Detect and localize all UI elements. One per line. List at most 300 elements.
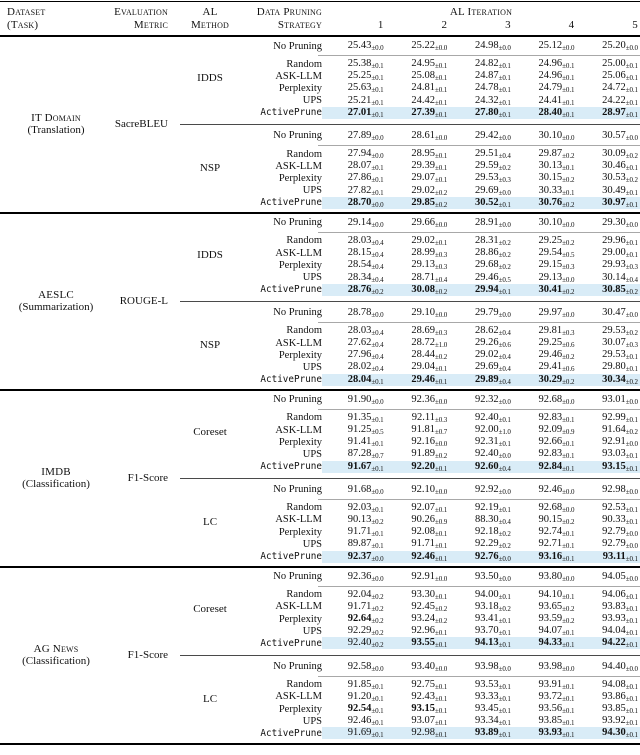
strategy-label-text: ActivePrune xyxy=(260,551,322,563)
score-cell-iter-2 xyxy=(386,514,450,526)
score-cell-iter-3 xyxy=(449,461,513,473)
score-stderr: ±0.0 xyxy=(371,310,384,319)
strategy-label-text: ActivePrune xyxy=(260,197,322,209)
score-cell-iter-4 xyxy=(513,284,577,296)
score-value: 92.75 xyxy=(411,678,435,690)
score-area xyxy=(322,703,640,715)
score-cell-iter-2 xyxy=(386,589,450,601)
score-value: 27.62 xyxy=(347,337,372,349)
score-stderr: ±0.0 xyxy=(434,310,448,319)
score-stderr: ±0.6 xyxy=(562,365,575,374)
score-cell-iter-2 xyxy=(386,703,450,715)
dataset-methods xyxy=(170,214,640,389)
score-cell-iter-2 xyxy=(386,613,450,625)
score-cell-iter-1 xyxy=(322,601,386,613)
score-value: 30.85 xyxy=(602,283,626,295)
score-cell-iter-1 xyxy=(322,148,386,160)
strategy-label xyxy=(250,260,322,271)
score-stderr: ±0.1 xyxy=(625,592,638,601)
strategy-label xyxy=(250,71,322,82)
score-cell-iter-3 xyxy=(449,502,513,514)
score-value: 93.30 xyxy=(411,588,435,600)
score-cell-iter-2 xyxy=(386,40,450,52)
score-value: 93.80 xyxy=(538,570,563,582)
strategy-label xyxy=(250,338,322,349)
score-value: 91.41 xyxy=(347,436,372,448)
score-cell-iter-4 xyxy=(513,571,577,583)
score-value: 90.13 xyxy=(347,513,372,525)
score-cell-iter-5 xyxy=(576,394,640,406)
score-value: 30.14 xyxy=(602,271,626,283)
score-value: 92.46 xyxy=(347,715,372,727)
score-stderr: ±0.2 xyxy=(371,287,384,296)
score-value: 92.36 xyxy=(347,570,372,582)
score-stderr: ±0.1 xyxy=(434,505,448,514)
score-stderr: ±0.4 xyxy=(371,365,384,374)
table-row-random xyxy=(250,589,640,601)
dataset-name: IT Domain xyxy=(31,111,81,124)
score-value: 92.43 xyxy=(411,690,435,702)
score-stderr: ±0.0 xyxy=(498,188,511,197)
score-cell-iter-2 xyxy=(386,601,450,613)
score-stderr: ±0.2 xyxy=(625,428,638,437)
score-value: 93.85 xyxy=(538,715,563,727)
score-cell-iter-4 xyxy=(513,247,577,259)
strategy-label xyxy=(250,248,322,259)
strategy-label xyxy=(250,425,322,436)
score-stderr: ±1.0 xyxy=(434,341,448,350)
score-stderr: ±0.1 xyxy=(625,188,638,197)
score-stderr: ±0.0 xyxy=(434,44,448,52)
score-stderr: ±0.0 xyxy=(371,133,384,142)
score-value: 93.11 xyxy=(602,550,626,562)
header-row-2 xyxy=(0,19,640,32)
score-value: 92.91 xyxy=(602,436,626,448)
score-value: 29.66 xyxy=(411,216,435,228)
score-cell-iter-1 xyxy=(322,82,386,94)
strategy-label-text: Random xyxy=(286,235,322,247)
table-row-no-pruning xyxy=(250,214,640,232)
dataset-cell xyxy=(0,568,112,743)
table-row-no-pruning xyxy=(250,304,640,322)
highlighted-score-area xyxy=(322,637,640,649)
score-value: 27.80 xyxy=(474,106,499,118)
score-stderr: ±0.0 xyxy=(498,487,511,496)
score-cell-iter-3 xyxy=(449,394,513,406)
metric-cell xyxy=(112,391,170,566)
score-stderr: ±0.2 xyxy=(434,200,448,209)
score-stderr: ±0.1 xyxy=(625,353,638,362)
score-cell-iter-1 xyxy=(322,349,386,361)
score-stderr: ±0.0 xyxy=(371,487,384,496)
score-cell-iter-4 xyxy=(513,70,577,82)
score-value: 29.89 xyxy=(474,373,499,385)
score-cell-iter-2 xyxy=(386,571,450,583)
al-method-label: LC xyxy=(202,692,218,705)
score-stderr: ±0.0 xyxy=(434,220,448,229)
score-stderr: ±0.0 xyxy=(371,397,384,406)
al-method-cell xyxy=(170,304,250,386)
score-value: 93.93 xyxy=(538,727,563,739)
method-group-coreset xyxy=(170,391,640,476)
score-value: 92.84 xyxy=(538,460,563,472)
score-value: 92.83 xyxy=(538,448,563,460)
score-stderr: ±0.1 xyxy=(562,98,575,107)
score-cell-iter-4 xyxy=(513,551,577,563)
al-method-label: NSP xyxy=(199,161,221,174)
score-cell-iter-1 xyxy=(322,412,386,424)
score-value: 91.71 xyxy=(347,600,372,612)
strategy-label-text: ActivePrune xyxy=(260,637,322,649)
strategy-label-text: ActivePrune xyxy=(260,727,322,739)
score-stderr: ±0.0 xyxy=(498,554,511,563)
score-stderr: ±0.1 xyxy=(625,505,638,514)
score-stderr: ±0.2 xyxy=(371,641,384,650)
score-value: 30.57 xyxy=(602,129,626,141)
score-stderr: ±0.1 xyxy=(625,74,638,83)
score-value: 92.11 xyxy=(411,411,435,423)
score-cell-iter-5 xyxy=(576,70,640,82)
no-pruning-rule xyxy=(318,232,640,233)
strategy-label xyxy=(250,217,322,228)
score-cell-iter-2 xyxy=(386,172,450,184)
score-cell-iter-3 xyxy=(449,284,513,296)
highlighted-score-area xyxy=(322,461,640,473)
score-value: 29.39 xyxy=(411,160,435,172)
score-value: 28.76 xyxy=(347,283,372,295)
table-row-activeprune xyxy=(250,197,640,209)
score-value: 30.33 xyxy=(538,184,563,196)
score-stderr: ±0.1 xyxy=(562,62,575,71)
score-value: 92.60 xyxy=(474,460,499,472)
score-stderr: ±0.1 xyxy=(434,62,448,71)
score-value: 92.31 xyxy=(474,436,499,448)
score-stderr: ±0.1 xyxy=(625,719,638,728)
score-stderr: ±0.2 xyxy=(371,517,384,526)
score-value: 24.95 xyxy=(411,58,435,70)
score-value: 92.40 xyxy=(474,411,499,423)
strategy-label xyxy=(250,197,322,208)
score-cell-iter-4 xyxy=(513,589,577,601)
score-stderr: ±0.1 xyxy=(371,530,384,539)
strategy-label xyxy=(250,571,322,582)
score-stderr: ±0.3 xyxy=(562,328,575,337)
strategy-label-text: Perplexity xyxy=(278,703,322,715)
score-value: 94.06 xyxy=(602,588,626,600)
strategy-label-text: Perplexity xyxy=(278,526,322,538)
score-value: 92.37 xyxy=(347,550,372,562)
score-area xyxy=(322,613,640,625)
strategy-label-text: Random xyxy=(286,679,322,691)
score-cell-iter-1 xyxy=(322,589,386,601)
score-stderr: ±0.1 xyxy=(625,464,638,473)
score-stderr: ±0.3 xyxy=(434,328,448,337)
strategy-label-text: Random xyxy=(286,325,322,337)
score-stderr: ±0.7 xyxy=(434,428,448,437)
score-stderr: ±0.1 xyxy=(371,464,384,473)
score-stderr: ±0.1 xyxy=(434,152,448,161)
score-cell-iter-3 xyxy=(449,727,513,739)
dataset-task: (Classification) xyxy=(22,655,90,668)
score-cell-iter-3 xyxy=(449,172,513,184)
score-value: 93.98 xyxy=(538,660,563,672)
metric-cell xyxy=(112,214,170,389)
strategy-label-text: UPS xyxy=(302,361,322,373)
strategy-label xyxy=(250,173,322,184)
score-stderr: ±0.2 xyxy=(562,152,575,161)
method-rows xyxy=(250,391,640,473)
strategy-label-text: Random xyxy=(286,589,322,601)
metric-cell xyxy=(112,568,170,743)
score-value: 92.68 xyxy=(538,393,563,405)
score-stderr: ±0.1 xyxy=(498,110,511,119)
score-stderr: ±0.0 xyxy=(498,220,511,229)
score-value: 24.87 xyxy=(474,70,499,82)
score-stderr: ±0.0 xyxy=(371,44,384,52)
score-cell-iter-4 xyxy=(513,679,577,691)
strategy-label xyxy=(250,502,322,513)
score-cell-iter-4 xyxy=(513,691,577,703)
score-stderr: ±0.1 xyxy=(498,707,511,716)
score-cell-iter-1 xyxy=(322,197,386,209)
score-cell-iter-1 xyxy=(322,247,386,259)
strategy-label-text: No Pruning xyxy=(273,484,322,496)
strategy-label-text: No Pruning xyxy=(273,40,322,52)
al-method-label: IDDS xyxy=(197,248,223,261)
score-stderr: ±0.1 xyxy=(434,176,448,185)
score-value: 24.96 xyxy=(538,70,563,82)
score-value: 29.07 xyxy=(411,172,435,184)
score-value: 28.91 xyxy=(474,216,499,228)
score-cell-iter-3 xyxy=(449,679,513,691)
score-cell-iter-4 xyxy=(513,461,577,473)
score-area xyxy=(322,130,640,142)
score-stderr: ±0.2 xyxy=(371,629,384,638)
header-task: (Task) xyxy=(7,19,39,31)
dataset-block-imdb xyxy=(0,391,640,566)
strategy-label xyxy=(250,412,322,423)
score-value: 93.55 xyxy=(411,637,435,649)
score-cell-iter-3 xyxy=(449,436,513,448)
score-cell-iter-1 xyxy=(322,424,386,436)
score-cell-iter-5 xyxy=(576,40,640,52)
score-stderr: ±0.3 xyxy=(625,341,638,350)
score-cell-iter-3 xyxy=(449,325,513,337)
strategy-label-text: UPS xyxy=(302,538,322,550)
dataset-task: (Translation) xyxy=(27,124,85,137)
score-value: 92.09 xyxy=(538,424,563,436)
table-row-random xyxy=(250,235,640,247)
score-value: 24.96 xyxy=(538,58,563,70)
score-value: 92.79 xyxy=(602,526,626,538)
score-cell-iter-1 xyxy=(322,235,386,247)
score-value: 29.59 xyxy=(474,160,499,172)
score-cell-iter-2 xyxy=(386,58,450,70)
score-cell-iter-1 xyxy=(322,361,386,373)
score-stderr: ±0.0 xyxy=(562,574,575,583)
score-cell-iter-5 xyxy=(576,625,640,637)
score-value: 90.33 xyxy=(602,513,626,525)
score-stderr: ±0.1 xyxy=(562,86,575,95)
strategy-label xyxy=(250,374,322,385)
score-cell-iter-2 xyxy=(386,374,450,386)
score-stderr: ±0.1 xyxy=(562,719,575,728)
score-value: 29.02 xyxy=(411,234,435,246)
score-value: 27.89 xyxy=(347,129,372,141)
score-stderr: ±0.4 xyxy=(498,464,511,473)
score-value: 91.64 xyxy=(602,424,626,436)
strategy-label-text: ASK-LLM xyxy=(275,247,322,259)
score-cell-iter-4 xyxy=(513,436,577,448)
al-method-cell xyxy=(170,391,250,473)
score-stderr: ±0.0 xyxy=(562,397,575,406)
score-cell-iter-1 xyxy=(322,107,386,119)
score-area xyxy=(322,412,640,424)
score-value: 93.86 xyxy=(602,690,626,702)
score-stderr: ±0.2 xyxy=(371,604,384,613)
score-stderr: ±0.0 xyxy=(625,542,638,551)
score-cell-iter-3 xyxy=(449,82,513,94)
score-stderr: ±0.1 xyxy=(371,74,384,83)
score-value: 93.07 xyxy=(411,715,435,727)
score-value: 25.38 xyxy=(347,58,372,70)
score-value: 28.70 xyxy=(347,196,372,208)
score-value: 30.09 xyxy=(602,148,626,160)
table-row-activeprune xyxy=(250,461,640,473)
score-stderr: ±0.0 xyxy=(562,487,575,496)
score-stderr: ±0.1 xyxy=(498,200,511,209)
score-cell-iter-5 xyxy=(576,703,640,715)
score-stderr: ±0.0 xyxy=(434,574,448,583)
score-cell-iter-5 xyxy=(576,484,640,496)
score-value: 28.02 xyxy=(347,361,372,373)
score-stderr: ±0.0 xyxy=(562,133,575,142)
score-cell-iter-3 xyxy=(449,337,513,349)
strategy-label-text: Perplexity xyxy=(278,349,322,361)
table-row-random xyxy=(250,148,640,160)
score-cell-iter-1 xyxy=(322,185,386,197)
score-value: 25.22 xyxy=(411,40,435,51)
score-cell-iter-1 xyxy=(322,325,386,337)
score-stderr: ±0.1 xyxy=(625,707,638,716)
score-stderr: ±0.1 xyxy=(562,641,575,650)
strategy-label-text: No Pruning xyxy=(273,571,322,583)
score-stderr: ±0.1 xyxy=(434,74,448,83)
score-stderr: ±0.1 xyxy=(625,694,638,703)
score-stderr: ±0.4 xyxy=(371,275,384,284)
score-value: 29.15 xyxy=(538,259,563,271)
score-value: 93.03 xyxy=(602,448,626,460)
score-stderr: ±0.1 xyxy=(625,238,638,247)
strategy-label xyxy=(250,691,322,702)
score-value: 24.82 xyxy=(474,58,499,70)
score-stderr: ±0.4 xyxy=(371,328,384,337)
score-stderr: ±0.1 xyxy=(625,98,638,107)
score-value: 28.54 xyxy=(347,259,372,271)
score-value: 28.99 xyxy=(411,247,435,259)
score-cell-iter-5 xyxy=(576,259,640,271)
score-cell-iter-4 xyxy=(513,484,577,496)
score-stderr: ±0.4 xyxy=(625,275,638,284)
method-group-nsp xyxy=(170,304,640,389)
score-stderr: ±0.1 xyxy=(434,164,448,173)
strategy-label-text: No Pruning xyxy=(273,661,322,673)
score-cell-iter-1 xyxy=(322,571,386,583)
strategy-label xyxy=(250,394,322,405)
score-stderr: ±0.3 xyxy=(625,263,638,272)
table-row-perplexity xyxy=(250,349,640,361)
table-row-random xyxy=(250,679,640,691)
score-cell-iter-3 xyxy=(449,272,513,284)
score-stderr: ±0.4 xyxy=(371,353,384,362)
score-stderr: ±0.6 xyxy=(498,341,511,350)
score-cell-iter-2 xyxy=(386,107,450,119)
score-value: 29.68 xyxy=(474,259,499,271)
score-cell-iter-4 xyxy=(513,661,577,673)
score-value: 30.10 xyxy=(538,129,563,141)
score-value: 29.25 xyxy=(538,234,563,246)
score-cell-iter-5 xyxy=(576,130,640,142)
score-area xyxy=(322,272,640,284)
strategy-label xyxy=(250,83,322,94)
score-stderr: ±0.1 xyxy=(562,110,575,119)
table-row-no-pruning xyxy=(250,37,640,55)
score-stderr: ±0.1 xyxy=(498,629,511,638)
score-value: 30.07 xyxy=(602,337,626,349)
score-value: 94.22 xyxy=(602,637,626,649)
score-stderr: ±0.0 xyxy=(625,487,638,496)
score-value: 24.79 xyxy=(538,82,563,94)
score-stderr: ±0.1 xyxy=(371,505,384,514)
method-group-idds xyxy=(170,214,640,299)
score-value: 29.85 xyxy=(411,196,435,208)
metric-label: F1-Score xyxy=(127,472,168,485)
score-cell-iter-3 xyxy=(449,526,513,538)
score-value: 92.36 xyxy=(411,393,435,405)
score-stderr: ±0.2 xyxy=(625,176,638,185)
score-cell-iter-2 xyxy=(386,349,450,361)
score-stderr: ±0.0 xyxy=(625,397,638,406)
score-stderr: ±0.2 xyxy=(434,353,448,362)
score-stderr: ±0.0 xyxy=(625,530,638,539)
score-cell-iter-1 xyxy=(322,95,386,107)
score-stderr: ±0.1 xyxy=(434,694,448,703)
score-stderr: ±0.5 xyxy=(498,275,511,284)
score-value: 27.01 xyxy=(347,106,372,118)
score-cell-iter-4 xyxy=(513,307,577,319)
score-value: 29.96 xyxy=(602,234,626,246)
score-cell-iter-2 xyxy=(386,185,450,197)
score-area xyxy=(322,307,640,319)
table-row-perplexity xyxy=(250,613,640,625)
score-stderr: ±0.1 xyxy=(498,86,511,95)
score-stderr: ±0.1 xyxy=(498,505,511,514)
score-stderr: ±0.1 xyxy=(562,554,575,563)
strategy-label-text: ASK-LLM xyxy=(275,70,322,82)
score-value: 28.03 xyxy=(347,324,372,336)
score-value: 93.53 xyxy=(474,678,499,690)
score-cell-iter-1 xyxy=(322,436,386,448)
score-stderr: ±0.1 xyxy=(498,731,511,740)
score-value: 93.16 xyxy=(538,550,563,562)
score-value: 28.34 xyxy=(347,271,372,283)
score-stderr: ±0.1 xyxy=(434,682,448,691)
strategy-label xyxy=(250,437,322,448)
score-value: 93.98 xyxy=(474,660,499,672)
score-cell-iter-5 xyxy=(576,514,640,526)
score-stderr: ±0.1 xyxy=(562,731,575,740)
table-row-ask-llm xyxy=(250,691,640,703)
